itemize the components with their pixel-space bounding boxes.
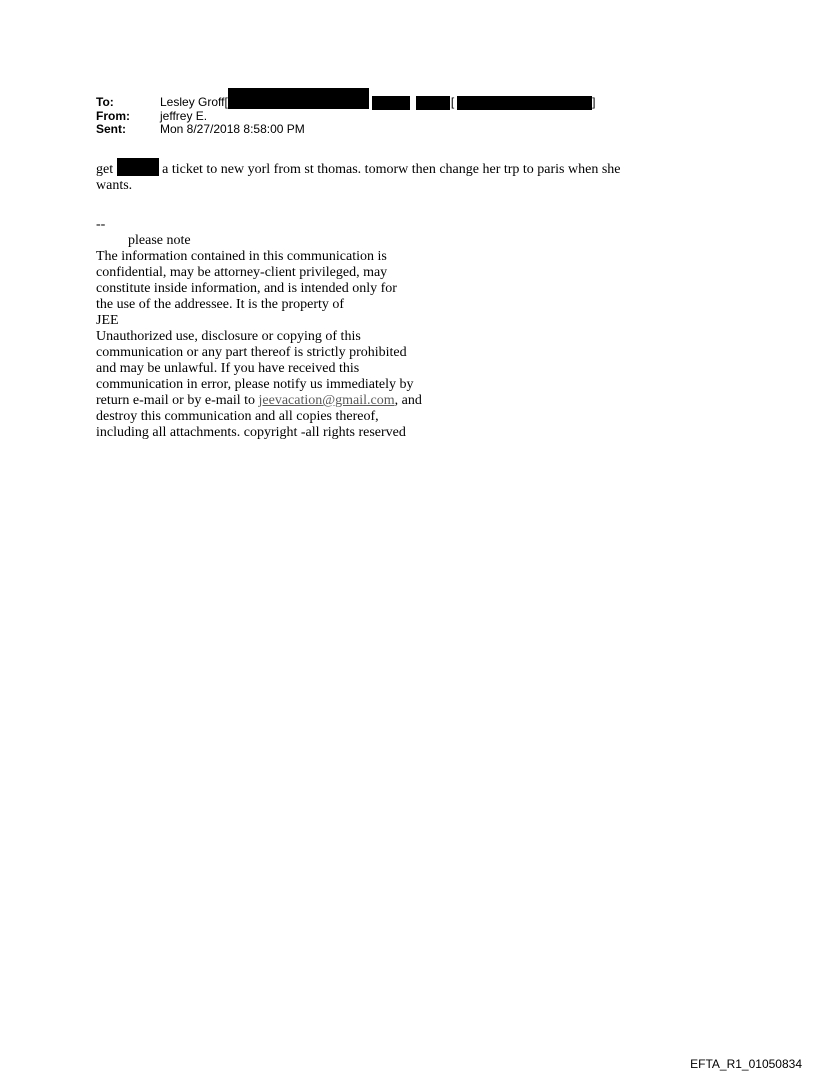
- message-text: a ticket to new yorl from st thomas. tomorw then change her trp to paris when she: [162, 162, 621, 177]
- signature-line: communication in error, please notify us immediately by: [96, 377, 414, 392]
- signature-line: constitute inside information, and is intended only for: [96, 281, 397, 296]
- redaction-block: [117, 158, 159, 176]
- message-body: [96, 158, 736, 194]
- redaction-block: [372, 96, 410, 110]
- email-link[interactable]: jeevacation@gmail.com: [258, 393, 395, 408]
- redaction-block: [416, 96, 450, 110]
- to-value: Lesley Groff: [160, 95, 225, 109]
- signature-line: The information contained in this communication is: [96, 249, 387, 264]
- signature-separator: --: [96, 217, 106, 232]
- return-line-suffix: , and: [394, 393, 422, 408]
- document-id: EFTA_R1_01050834: [690, 1057, 802, 1071]
- to-open-bracket: [: [224, 95, 228, 109]
- signature-line: destroy this communication and all copies thereof,: [96, 409, 379, 424]
- sent-value: Mon 8/27/2018 8:58:00 PM: [160, 122, 305, 136]
- to-close-bracket: ]: [592, 95, 596, 109]
- message-line: [96, 158, 736, 178]
- from-label: From:: [96, 108, 130, 123]
- to-row: [96, 96, 596, 110]
- from-value: jeffrey E.: [160, 108, 208, 123]
- signature-line: and may be unlawful. If you have received this: [96, 361, 360, 376]
- redaction-block: [228, 88, 369, 109]
- message-word: get: [96, 162, 114, 177]
- signature-line: confidential, may be attorney-client privileged, may: [96, 265, 388, 280]
- from-row: [96, 110, 596, 124]
- email-signature: [96, 217, 516, 441]
- signature-line: JEE: [96, 313, 119, 328]
- message-line: wants.: [96, 178, 133, 193]
- email-header: [96, 96, 596, 137]
- signature-line: Unauthorized use, disclosure or copying of this: [96, 329, 361, 344]
- sent-row: [96, 123, 596, 137]
- signature-line: communication or any part thereof is strictly prohibited: [96, 345, 407, 360]
- signature-line: the use of the addressee. It is the property of: [96, 297, 345, 312]
- redaction-block: [457, 96, 592, 110]
- sent-label: Sent:: [96, 122, 126, 136]
- signature-please-note: please note: [128, 233, 191, 248]
- signature-return-line: [96, 393, 516, 409]
- return-line-prefix: return e-mail or by e-mail to: [96, 393, 259, 408]
- to-label: To:: [96, 95, 114, 109]
- signature-line: including all attachments. copyright -all rights reserved: [96, 425, 406, 440]
- to-open-bracket-2: [: [450, 95, 455, 109]
